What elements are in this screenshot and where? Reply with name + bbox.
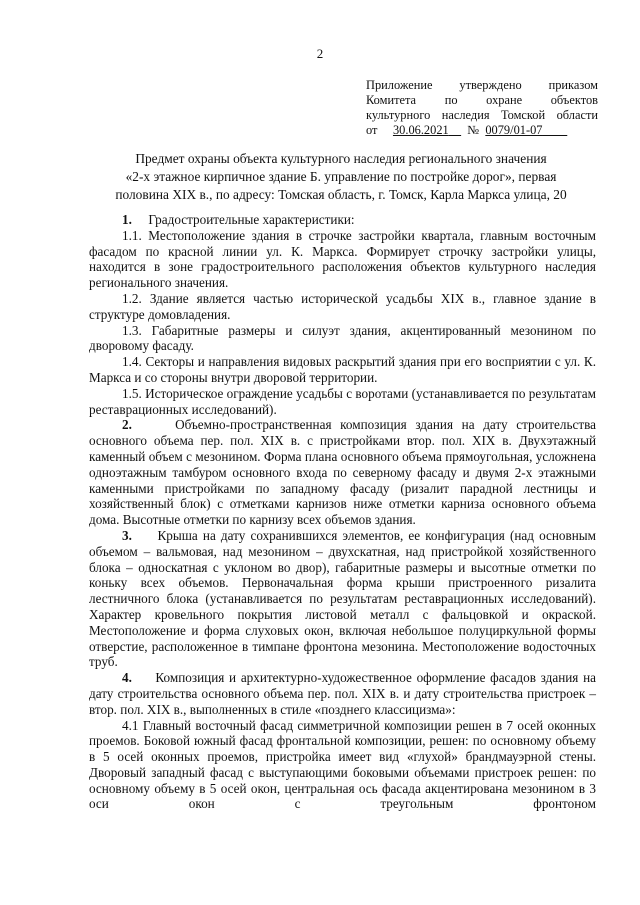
section-number: 4.	[122, 670, 132, 686]
section-number: 3.	[122, 527, 132, 543]
section-3	[89, 528, 596, 670]
page-number: 2	[316, 46, 324, 61]
title-line-2: «2-х этажное кирпичное здание Б. управление по постройке дорог», первая	[125, 169, 557, 184]
approval-number-sign: №	[467, 123, 480, 137]
section-text: Объемно-пространственная композиция здания на дату строительства основного объема пер. пол. XIX в. с пристройками втор. пол. XIX в. Двухэтажный каменный объем с мезонином. Форма плана основного объема прямоугольная, усложнена одноэтажным тамбуром основного входа по северному фасаду и двумя 2-х этажными каменными пристройками по западному фасаду (ризалит парадной лестницы и хозяйственный блок) с отметками карнизов ниже отметки карниза основного объема дома. Высотные отметки по карнизу всех объемов здания.	[89, 417, 597, 528]
section-1	[89, 212, 596, 228]
paragraph-4-1: 4.1 Главный восточный фасад симметричной композиции решен в 7 осей оконных проемов. Боковой южный фасад фронтальной композиции, решен: по основному объему в 5 осей оконных проемов, пристройка имеет вид «глухой» брандмауэрной стены. Дворовый западный фасад с выступающими боковыми объемами пристроек решен: по основному объему в 5 осей окон, центральная ось фасада акцентирована мезонином в 3 оси окон с треугольным фронтоном	[89, 717, 596, 812]
section-text: Градостроительные характеристики:	[148, 212, 355, 227]
paragraph-1-5: 1.5. Историческое ограждение усадьбы с воротами (устанавливается по результатам реставрационных исследований).	[89, 385, 596, 417]
section-number: 2.	[122, 417, 132, 433]
title-line-3: половина XIX в., по адресу: Томская область, г. Томск, Карла Маркса улица, 20	[115, 187, 567, 202]
section-2	[89, 417, 596, 528]
approval-stamp	[366, 78, 598, 138]
paragraph-1-4: 1.4. Секторы и направления видовых раскрытий здания при его восприятии с ул. К. Маркса и со стороны внутри дворовой территории.	[89, 354, 596, 385]
section-4	[89, 670, 596, 717]
paragraph-1-2: 1.2. Здание является частью исторической усадьбы XIX в., главное здание в структуре домовладения.	[89, 290, 596, 322]
document-body	[89, 212, 596, 812]
approval-line-3: культурного наследия Томской области	[366, 108, 598, 122]
approval-from-label: от	[366, 123, 378, 137]
paragraph-1-1: 1.1. Местоположение здания в строчке застройки квартала, главным восточным фасадом по красной линии ул. К. Маркса. Формирует строчку застройки улицы, находится в зоне градостроительного расположения объектов культурного наследия регионального значения.	[89, 227, 596, 291]
approval-line-2: Комитета по охране объектов	[366, 93, 598, 107]
section-text: Композиция и архитектурно-художественное оформление фасадов здания на дату строительства основного объема пер. пол. XIX в. и дату строительства пристроек – втор. пол. XIX в., выполненных в стиле «позднего классицизма»:	[89, 670, 596, 717]
approval-date-line	[366, 123, 598, 138]
section-text: Крыша на дату сохранившихся элементов, ее конфигурация (над основным объемом – вальмовая, над мезонином – двухскатная, над пристройкой хозяйственного блока – односкатная с уклоном во двор), габаритные размеры и высотные отметки по коньку всех объемов. Первоначальная форма крыши пристроенного ризалита лестничного блока (устанавливается по результатам реставрационных исследований). Характер кровельного покрытия листовой металл с фальцовкой и окраской. Местоположение и форма слуховых окон, включая небольшое полуциркульной формы отверстие, расположенное в тимпане фронтона мезонина. Местоположение водосточных труб.	[89, 527, 596, 670]
approval-line-1: Приложение утверждено приказом	[366, 78, 598, 92]
approval-order-number: 0079/01-07	[485, 123, 543, 137]
approval-date: 30.06.2021	[392, 123, 449, 137]
document-title	[86, 150, 596, 204]
title-line-1: Предмет охраны объекта культурного наследия регионального значения	[135, 151, 547, 166]
section-number: 1.	[122, 212, 132, 227]
paragraph-1-3: 1.3. Габаритные размеры и силуэт здания, акцентированный мезонином по дворовому фасаду.	[89, 322, 596, 354]
